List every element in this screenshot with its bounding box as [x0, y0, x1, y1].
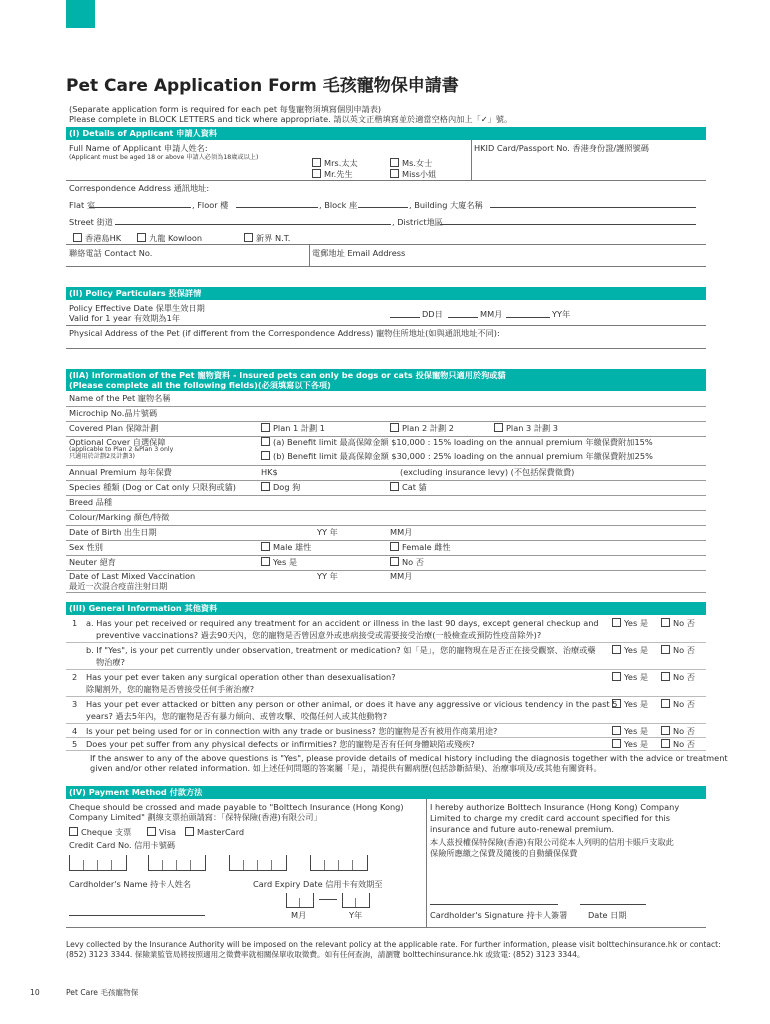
date-label: Date 日期 — [588, 910, 627, 920]
premium-label: Annual Premium 每年保費 — [69, 467, 172, 477]
card-digit-group-1[interactable] — [69, 855, 127, 871]
card-digit-separator — [111, 860, 112, 870]
intro-line-2 — [69, 114, 512, 124]
card-digit-separator — [176, 860, 177, 870]
applicant-name-label: Full Name of Applicant 申請人姓名: — [69, 143, 208, 153]
table-row — [66, 406, 706, 422]
card-digit-group-2[interactable] — [148, 855, 206, 871]
card-digit-separator — [352, 860, 353, 870]
plan-1-option[interactable] — [261, 423, 325, 433]
expiry-separator-dash — [319, 899, 337, 900]
q2-no[interactable] — [661, 672, 695, 682]
plan-3-label: Plan 3 計劃 3 — [506, 423, 559, 433]
divider — [66, 244, 706, 245]
plan-2-label: Plan 2 計劃 2 — [402, 423, 455, 433]
region-hk-label: 香港島HK — [85, 233, 122, 243]
vacc-yy-label: YY 年 — [317, 571, 338, 581]
q4-no[interactable] — [661, 726, 695, 736]
district-field[interactable] — [440, 224, 696, 225]
species-cat-option[interactable] — [390, 482, 427, 492]
q3-yes[interactable] — [612, 699, 648, 709]
q2-text-2: 除閹割外，您的寵物是否曾接受任何手術治療? — [86, 684, 255, 694]
optional-a-option[interactable] — [261, 437, 653, 447]
q4-no-label: No 否 — [673, 726, 695, 736]
optional-a-label: (a) Benefit limit 最高保障金額 $10,000 : 15% loading on the annual premium 年繳保費附加15% — [273, 437, 653, 447]
vacc-mm-label: MM月 — [390, 571, 413, 581]
cheque-note-2: Company Limited" 劃線支票抬頭請寫：「保特保險(香港)有限公司」 — [69, 812, 322, 822]
card-digit-separator — [338, 860, 339, 870]
species-dog-option[interactable] — [261, 482, 300, 492]
intro-line-2-text: Please complete in BLOCK LETTERS and tick where appropriate. 請以英文正楷填寫並於適當空格內加上「 — [69, 114, 481, 124]
breed-label: Breed 品種 — [69, 497, 113, 507]
cheque-note-1: Cheque should be crossed and made payable to "Bolttech Insurance (Hong Kong) — [69, 802, 404, 812]
section-3-header: (III) General Information 其他資料 — [66, 602, 706, 615]
authorization-2: Limited to charge my credit card account specified for this — [430, 813, 670, 823]
vaccination-label-zh: 最近一次混合疫苗注射日期 — [69, 581, 168, 591]
divider — [66, 180, 706, 181]
q5-no[interactable] — [661, 739, 695, 749]
mastercard-label: MasterCard — [197, 827, 245, 837]
neuter-yes-label: Yes 是 — [273, 557, 298, 567]
table-row — [66, 421, 706, 437]
section-2-header: (II) Policy Particulars 投保詳情 — [66, 287, 706, 300]
card-digit-separator — [271, 860, 272, 870]
q1b-yes-label: Yes 是 — [624, 645, 649, 655]
contact-label: 聯絡電話 Contact No. — [69, 248, 153, 258]
authorization-1: I hereby authorize Bolttech Insurance (Hong Kong) Company — [430, 802, 680, 812]
section-2a-header-line1: (IIA) Information of the Pet 寵物資料 - Insured pets can only be dogs or cats 投保寵物只適用於狗或貓 — [69, 370, 506, 380]
card-digit-separator — [190, 860, 191, 870]
neuter-yes-option[interactable] — [261, 557, 297, 567]
card-digit-separator — [243, 860, 244, 870]
effective-date-label: Policy Effective Date 保單生效日期 — [69, 303, 205, 313]
page-number: 10 — [30, 988, 40, 997]
dob-label: Date of Birth 出生日期 — [69, 527, 157, 537]
divider — [66, 927, 706, 928]
expiry-month-label: M月 — [291, 910, 307, 920]
q5-yes-label: Yes 是 — [624, 739, 649, 749]
title-option-ms[interactable] — [390, 158, 432, 168]
optional-b-option[interactable] — [261, 451, 653, 461]
cheque-label: Cheque 支票 — [81, 827, 132, 837]
region-kowloon-label: 九龍 Kowloon — [149, 233, 203, 243]
payment-mastercard-option[interactable] — [185, 827, 244, 837]
date-field[interactable] — [580, 904, 646, 905]
optional-cover-note-2: 只適用於計劃2及計劃3) — [69, 453, 135, 460]
divider — [66, 348, 706, 349]
optional-cover-label: Optional Cover 自選保障 — [69, 437, 166, 447]
neuter-label: Neuter 絕育 — [69, 557, 116, 567]
q1a-no[interactable] — [661, 618, 695, 628]
q1-number: 1 — [72, 618, 78, 628]
q2-no-label: No 否 — [673, 672, 695, 682]
visa-label: Visa — [159, 827, 176, 837]
sex-male-option[interactable] — [261, 542, 311, 552]
hkd-label: HK$ — [261, 467, 278, 477]
applicant-age-note: (Applicant must be aged 18 or above 申請人必須為18歲或以上) — [69, 154, 259, 161]
plan-1-label: Plan 1 計劃 1 — [273, 423, 326, 433]
yy-label: YY年 — [552, 309, 571, 319]
q1a-yes-label: Yes 是 — [624, 618, 649, 628]
divider — [66, 696, 706, 697]
q1b-text-2: 物治療? — [96, 657, 125, 667]
covered-plan-label: Covered Plan 保障計劃 — [69, 423, 159, 433]
payment-visa-option[interactable] — [147, 827, 176, 837]
cat-label: Cat 貓 — [402, 482, 427, 492]
q1a-no-label: No 否 — [673, 618, 695, 628]
title-ms-label: Ms.女士 — [402, 158, 433, 168]
q1b-yes[interactable] — [612, 645, 648, 655]
expiry-year-label: Y年 — [349, 910, 363, 920]
details-note-2: given and/or other related information. 如上述任何問題的答案屬「是」，請提供有關病歷(包括診斷結果)、治療事項及/或其他有關資料。 — [90, 763, 602, 773]
q4-text: Is your pet being used for or in connection with any trade or business? 您的寵物是否有被用作商業用途? — [86, 726, 498, 736]
q1b-no-label: No 否 — [673, 645, 695, 655]
q1a-yes[interactable] — [612, 618, 648, 628]
region-nt[interactable] — [244, 233, 290, 243]
card-number-label: Credit Card No. 信用卡號碼 — [69, 840, 176, 850]
section-2a-header-line2: (Please complete all the following fields)(必須填寫以下各項) — [69, 380, 331, 390]
q3-number: 3 — [72, 699, 78, 709]
q4-yes-label: Yes 是 — [624, 726, 649, 736]
neuter-no-option[interactable] — [390, 557, 424, 567]
sex-label: Sex 性別 — [69, 542, 103, 552]
intro-line-2-end: 」號。 — [487, 114, 513, 124]
card-digit-group-3[interactable] — [229, 855, 287, 871]
expiry-label: Card Expiry Date 信用卡有效期至 — [253, 879, 383, 889]
street-field[interactable] — [115, 224, 391, 225]
q5-text: Does your pet suffer from any physical defects or infirmities? 您的寵物是否有任何身體缺陷或殘疾? — [86, 739, 475, 749]
title-miss-label: Miss小姐 — [402, 169, 437, 179]
divider — [66, 737, 706, 738]
title-mr-label: Mr.先生 — [324, 169, 353, 179]
title-option-mr[interactable] — [312, 169, 353, 179]
brand-logo-block — [66, 0, 95, 28]
floor-field[interactable] — [236, 207, 318, 208]
q3-text-1: Has your pet ever attacked or bitten any person or other animal, or does it have any aggressive or vicious tendency in the past 5 — [86, 699, 618, 709]
valid-period-label: Valid for 1 year 有效期為1年 — [69, 313, 181, 323]
divider — [66, 325, 706, 326]
physical-address-label: Physical Address of the Pet (if different from the Correspondence Address) 寵物住所地址(如與通訊地址不同): — [69, 328, 500, 338]
vaccination-label-en: Date of Last Mixed Vaccination — [69, 571, 196, 581]
title-option-miss[interactable] — [390, 169, 436, 179]
levy-note: (excluding insurance levy) (不包括保費徵費) — [400, 467, 575, 477]
footer-product-name: Pet Care 毛孩寵物保 — [66, 988, 139, 997]
table-row — [66, 495, 706, 511]
neuter-no-label: No 否 — [402, 557, 424, 567]
block-label: , Block 座 — [319, 200, 358, 210]
authorization-5: 保險所應繳之保費及隨後的自動續保保費 — [430, 848, 578, 858]
street-label: Street 街道 — [69, 217, 113, 227]
cardholder-name-label: Cardholder's Name 持卡人姓名 — [69, 879, 192, 889]
building-field[interactable] — [490, 207, 696, 208]
section-4-header: (IV) Payment Method 付款方法 — [66, 786, 706, 799]
expiry-year-field[interactable] — [342, 893, 370, 908]
name-hkid-divider — [471, 140, 472, 180]
q3-no-label: No 否 — [673, 699, 695, 709]
payment-divider — [426, 799, 427, 927]
q3-yes-label: Yes 是 — [624, 699, 649, 709]
card-digit-separator — [162, 860, 163, 870]
pet-name-label: Name of the Pet 寵物名稱 — [69, 393, 171, 403]
district-label: , District地區 — [392, 217, 443, 227]
dog-label: Dog 狗 — [273, 482, 301, 492]
female-label: Female 雌性 — [402, 542, 451, 552]
levy-footnote-1: Levy collected by the Insurance Authority will be imposed on the relevant policy at the applicable rate. For further information, please visit bolttechinsurance.hk or contact: — [66, 940, 721, 949]
details-note-1: If the answer to any of the above questions is "Yes", please provide details of medical history including the diagnosis together with the advice or treatment — [90, 753, 728, 763]
card-digit-group-4[interactable] — [310, 855, 368, 871]
card-digit-separator — [97, 860, 98, 870]
mm-label: MM月 — [480, 309, 503, 319]
q2-yes[interactable] — [612, 672, 648, 682]
q4-number: 4 — [72, 726, 78, 736]
effective-day-field[interactable] — [390, 317, 420, 318]
table-row — [66, 525, 706, 541]
intro-line-1: (Separate application form is required for each pet 每隻寵物須填寫個別申請表) — [69, 104, 382, 114]
card-digit-separator — [324, 860, 325, 870]
signature-label: Cardholder's Signature 持卡人簽署 — [430, 910, 568, 920]
q4-yes[interactable] — [612, 726, 648, 736]
effective-month-field[interactable] — [448, 317, 478, 318]
page-title: Pet Care Application Form 毛孩寵物保申請書 — [66, 76, 459, 96]
divider — [66, 642, 706, 643]
expiry-month-separator — [299, 898, 300, 907]
dob-mm-label: MM月 — [390, 527, 413, 537]
q1b-text-1: b. If "Yes", is your pet currently under observation, treatment or medication? 如「是」，您的寵物現在是否正在接受觀察、治療或藥 — [86, 645, 596, 655]
effective-year-field[interactable] — [506, 317, 550, 318]
divider — [66, 723, 706, 724]
species-label: Species 種類 (Dog or Cat only 只限狗或貓) — [69, 482, 236, 492]
q5-number: 5 — [72, 739, 78, 749]
divider — [66, 750, 706, 751]
sex-female-option[interactable] — [390, 542, 451, 552]
plan-3-option[interactable] — [494, 423, 558, 433]
colour-label: Colour/Marking 顏色/特徵 — [69, 512, 170, 522]
authorization-4: 本人茲授權保特保險(香港)有限公司從本人列明的信用卡賬戶支取此 — [430, 837, 674, 847]
region-kowloon[interactable] — [137, 233, 202, 243]
email-label: 電郵地址 Email Address — [312, 248, 406, 258]
optional-cover-note-1: (applicable to Plan 2 &Plan 3 only — [69, 446, 174, 453]
title-option-mrs[interactable] — [312, 158, 358, 168]
dob-yy-label: YY 年 — [317, 527, 338, 537]
microchip-label: Microchip No.晶片號碼 — [69, 408, 158, 418]
block-field[interactable] — [358, 207, 408, 208]
q2-yes-label: Yes 是 — [624, 672, 649, 682]
hkid-label: HKID Card/Passport No. 香港身份證/護照號碼 — [474, 143, 649, 153]
table-row — [66, 540, 706, 556]
q1a-text-1: a. Has your pet received or required any treatment for an accident or illness in the last 90 days, except general checkup and — [86, 618, 599, 628]
region-nt-label: 新界 N.T. — [256, 233, 291, 243]
q1b-no[interactable] — [661, 645, 695, 655]
signature-field[interactable] — [430, 904, 558, 905]
divider — [66, 669, 706, 670]
tick-icon: ✓ — [480, 114, 488, 124]
building-label: , Building 大廈名稱 — [409, 200, 483, 210]
card-digit-separator — [83, 860, 84, 870]
table-row — [66, 555, 706, 571]
flat-label: Flat 室 — [69, 200, 96, 210]
q2-text-1: Has your pet ever taken any surgical operation other than desexualisation? — [86, 672, 396, 682]
contact-email-divider — [309, 244, 310, 266]
section-2a-header — [66, 369, 706, 391]
title-mrs-label: Mrs.太太 — [324, 158, 358, 168]
floor-label: , Floor 樓 — [192, 200, 229, 210]
payment-cheque-option[interactable] — [69, 827, 131, 837]
dd-label: DD日 — [422, 309, 443, 319]
q5-yes[interactable] — [612, 739, 648, 749]
plan-2-option[interactable] — [390, 423, 454, 433]
region-hk[interactable] — [73, 233, 121, 243]
q3-text-2: years? 過去5年內，您的寵物是否有暴力傾向、或曾攻擊、咬傷任何人或其他動物? — [86, 711, 388, 721]
optional-b-label: (b) Benefit limit 最高保障金額 $30,000 : 25% loading on the annual premium 年繳保費附加25% — [273, 451, 653, 461]
q5-no-label: No 否 — [673, 739, 695, 749]
authorization-3: insurance and future auto-renewal premium. — [430, 824, 614, 834]
expiry-month-field[interactable] — [286, 893, 314, 908]
card-digit-separator — [257, 860, 258, 870]
q1a-text-2: preventive vaccinations? 過去90天內，您的寵物是否曾因意外或患病接受或需要接受治療(一般檢查或預防性疫苗除外)? — [96, 630, 542, 640]
cardholder-name-field[interactable] — [69, 915, 205, 916]
flat-field[interactable] — [89, 207, 191, 208]
q2-number: 2 — [72, 672, 78, 682]
address-label: Correspondence Address 通訊地址: — [69, 183, 210, 193]
expiry-year-separator — [355, 898, 356, 907]
q3-no[interactable] — [661, 699, 695, 709]
male-label: Male 雄性 — [273, 542, 312, 552]
divider — [66, 266, 706, 267]
section-1-header: (I) Details of Applicant 申請人資料 — [66, 127, 706, 140]
levy-footnote-2: (852) 3123 3344. 保險業監管局將按照適用之徵費率就相關保單收取徵費。如有任何查詢，請瀏覽 bolttechinsurance.hk 或致電: (852) 3123 3344。 — [66, 950, 585, 959]
